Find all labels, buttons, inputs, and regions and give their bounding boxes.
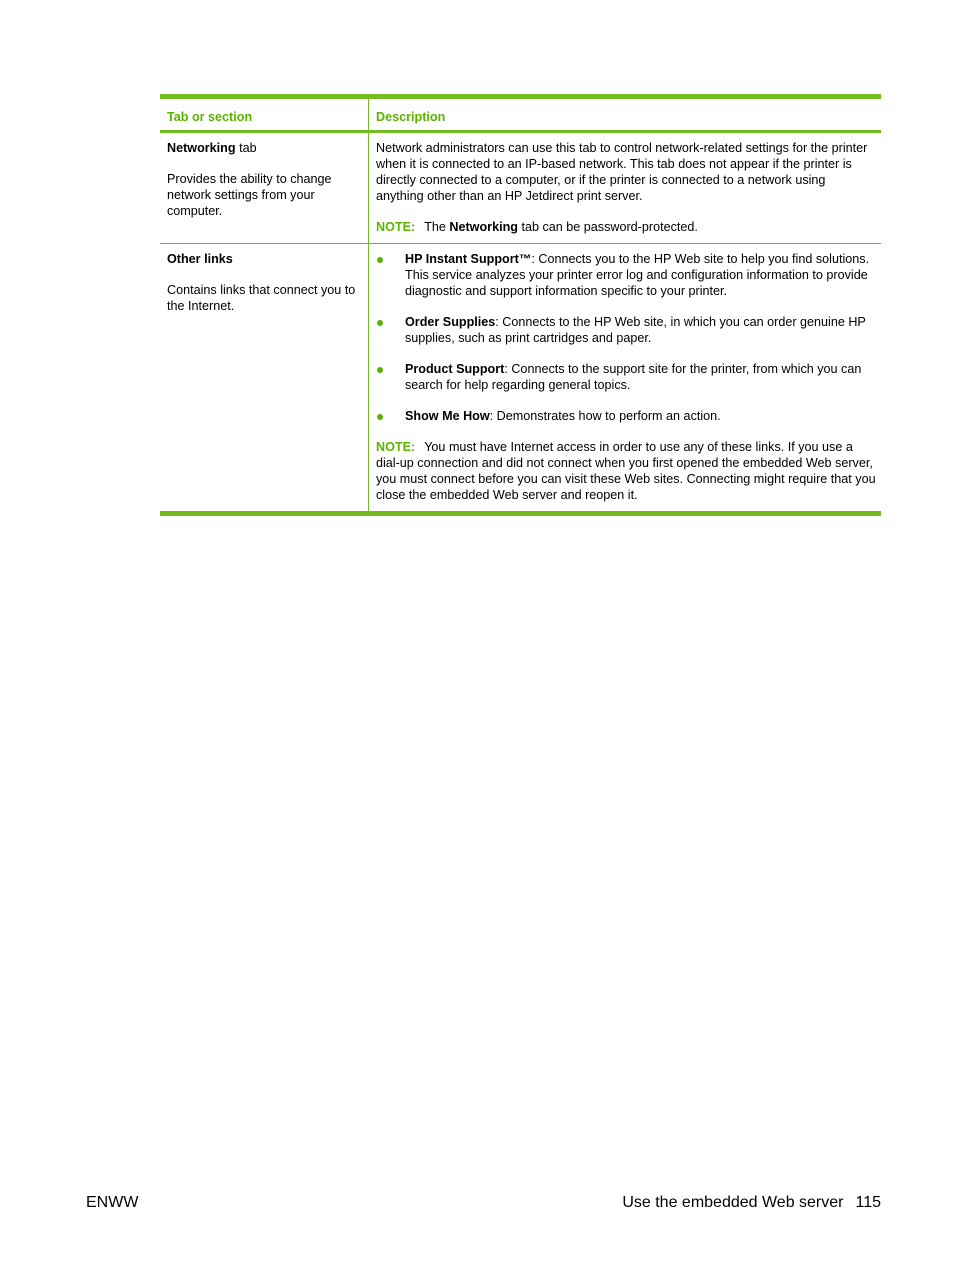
networking-note-bold: Networking (449, 220, 518, 234)
networking-note (376, 219, 876, 235)
bullet-icon (377, 257, 383, 263)
list-item-text: : Connects you to the HP Web site to help you find solutions. This service analyzes your printer error log and configuration information to provide diagnostic and support information specific to your printer. (405, 252, 870, 298)
networking-description: Network administrators can use this tab to control network-related settings for the printer when it is connected to an IP-based network. This tab does not appear if the printer is directly connected to a computer, or if the printer is connected to a network using anything other than an HP Jetdirect print server. (376, 141, 868, 203)
other-links-cell-left (160, 244, 369, 511)
page-number: 115 (855, 1194, 881, 1211)
other-links-summary: Contains links that connect you to the Internet. (167, 283, 356, 313)
other-links-note-text: You must have Internet access in order to use any of these links. If you use a dial-up connection and did not connect when you first opened the embedded Web server, you must connect before you can visit these Web sites. Connecting might require that you close the embedded Web server and reopen it. (376, 440, 876, 502)
list-item-bold: Order Supplies (405, 315, 496, 329)
list-item-product-support (376, 361, 876, 393)
table-row-other-links (160, 243, 881, 511)
networking-title (167, 140, 360, 156)
other-links-title-bold: Other links (167, 252, 233, 266)
note-label: NOTE: (376, 220, 416, 234)
header-description: Description (376, 110, 446, 124)
networking-note-post: tab can be password-protected. (517, 220, 698, 234)
settings-table (160, 94, 881, 516)
list-item-text: : Connects to the HP Web site, in which you can order genuine HP supplies, such as print cartridges and paper. (405, 315, 866, 345)
footer-section-title: Use the embedded Web server (622, 1194, 844, 1211)
other-links-title (167, 251, 360, 267)
networking-note-pre: The (424, 220, 450, 234)
footer-page-info (622, 1193, 881, 1213)
networking-cell-right (369, 133, 881, 243)
table-header-row (160, 99, 881, 133)
bullet-icon (377, 414, 383, 420)
list-item-bold: Product Support (405, 362, 505, 376)
bullet-icon (377, 367, 383, 373)
list-item-bold: Show Me How (405, 409, 490, 423)
list-item-show-me-how (376, 408, 876, 424)
list-item-order-supplies (376, 314, 876, 346)
table-row-networking (160, 133, 881, 243)
other-links-cell-right (369, 244, 881, 511)
other-links-list (376, 251, 876, 424)
networking-title-bold: Networking (167, 141, 236, 155)
note-label: NOTE: (376, 440, 416, 454)
bullet-icon (377, 320, 383, 326)
list-item-text: : Demonstrates how to perform an action. (489, 409, 721, 423)
list-item-bold: HP Instant Support™ (405, 252, 532, 266)
networking-cell-left (160, 133, 369, 243)
list-item-text: : Connects to the support site for the printer, from which you can search for help regarding general topics. (405, 362, 862, 392)
footer-enww: ENWW (86, 1194, 139, 1211)
header-tab-or-section: Tab or section (160, 99, 369, 130)
list-item-hp-instant-support (376, 251, 876, 299)
networking-summary: Provides the ability to change network settings from your computer. (167, 172, 332, 218)
networking-title-rest: tab (235, 141, 257, 155)
other-links-note (376, 439, 876, 503)
